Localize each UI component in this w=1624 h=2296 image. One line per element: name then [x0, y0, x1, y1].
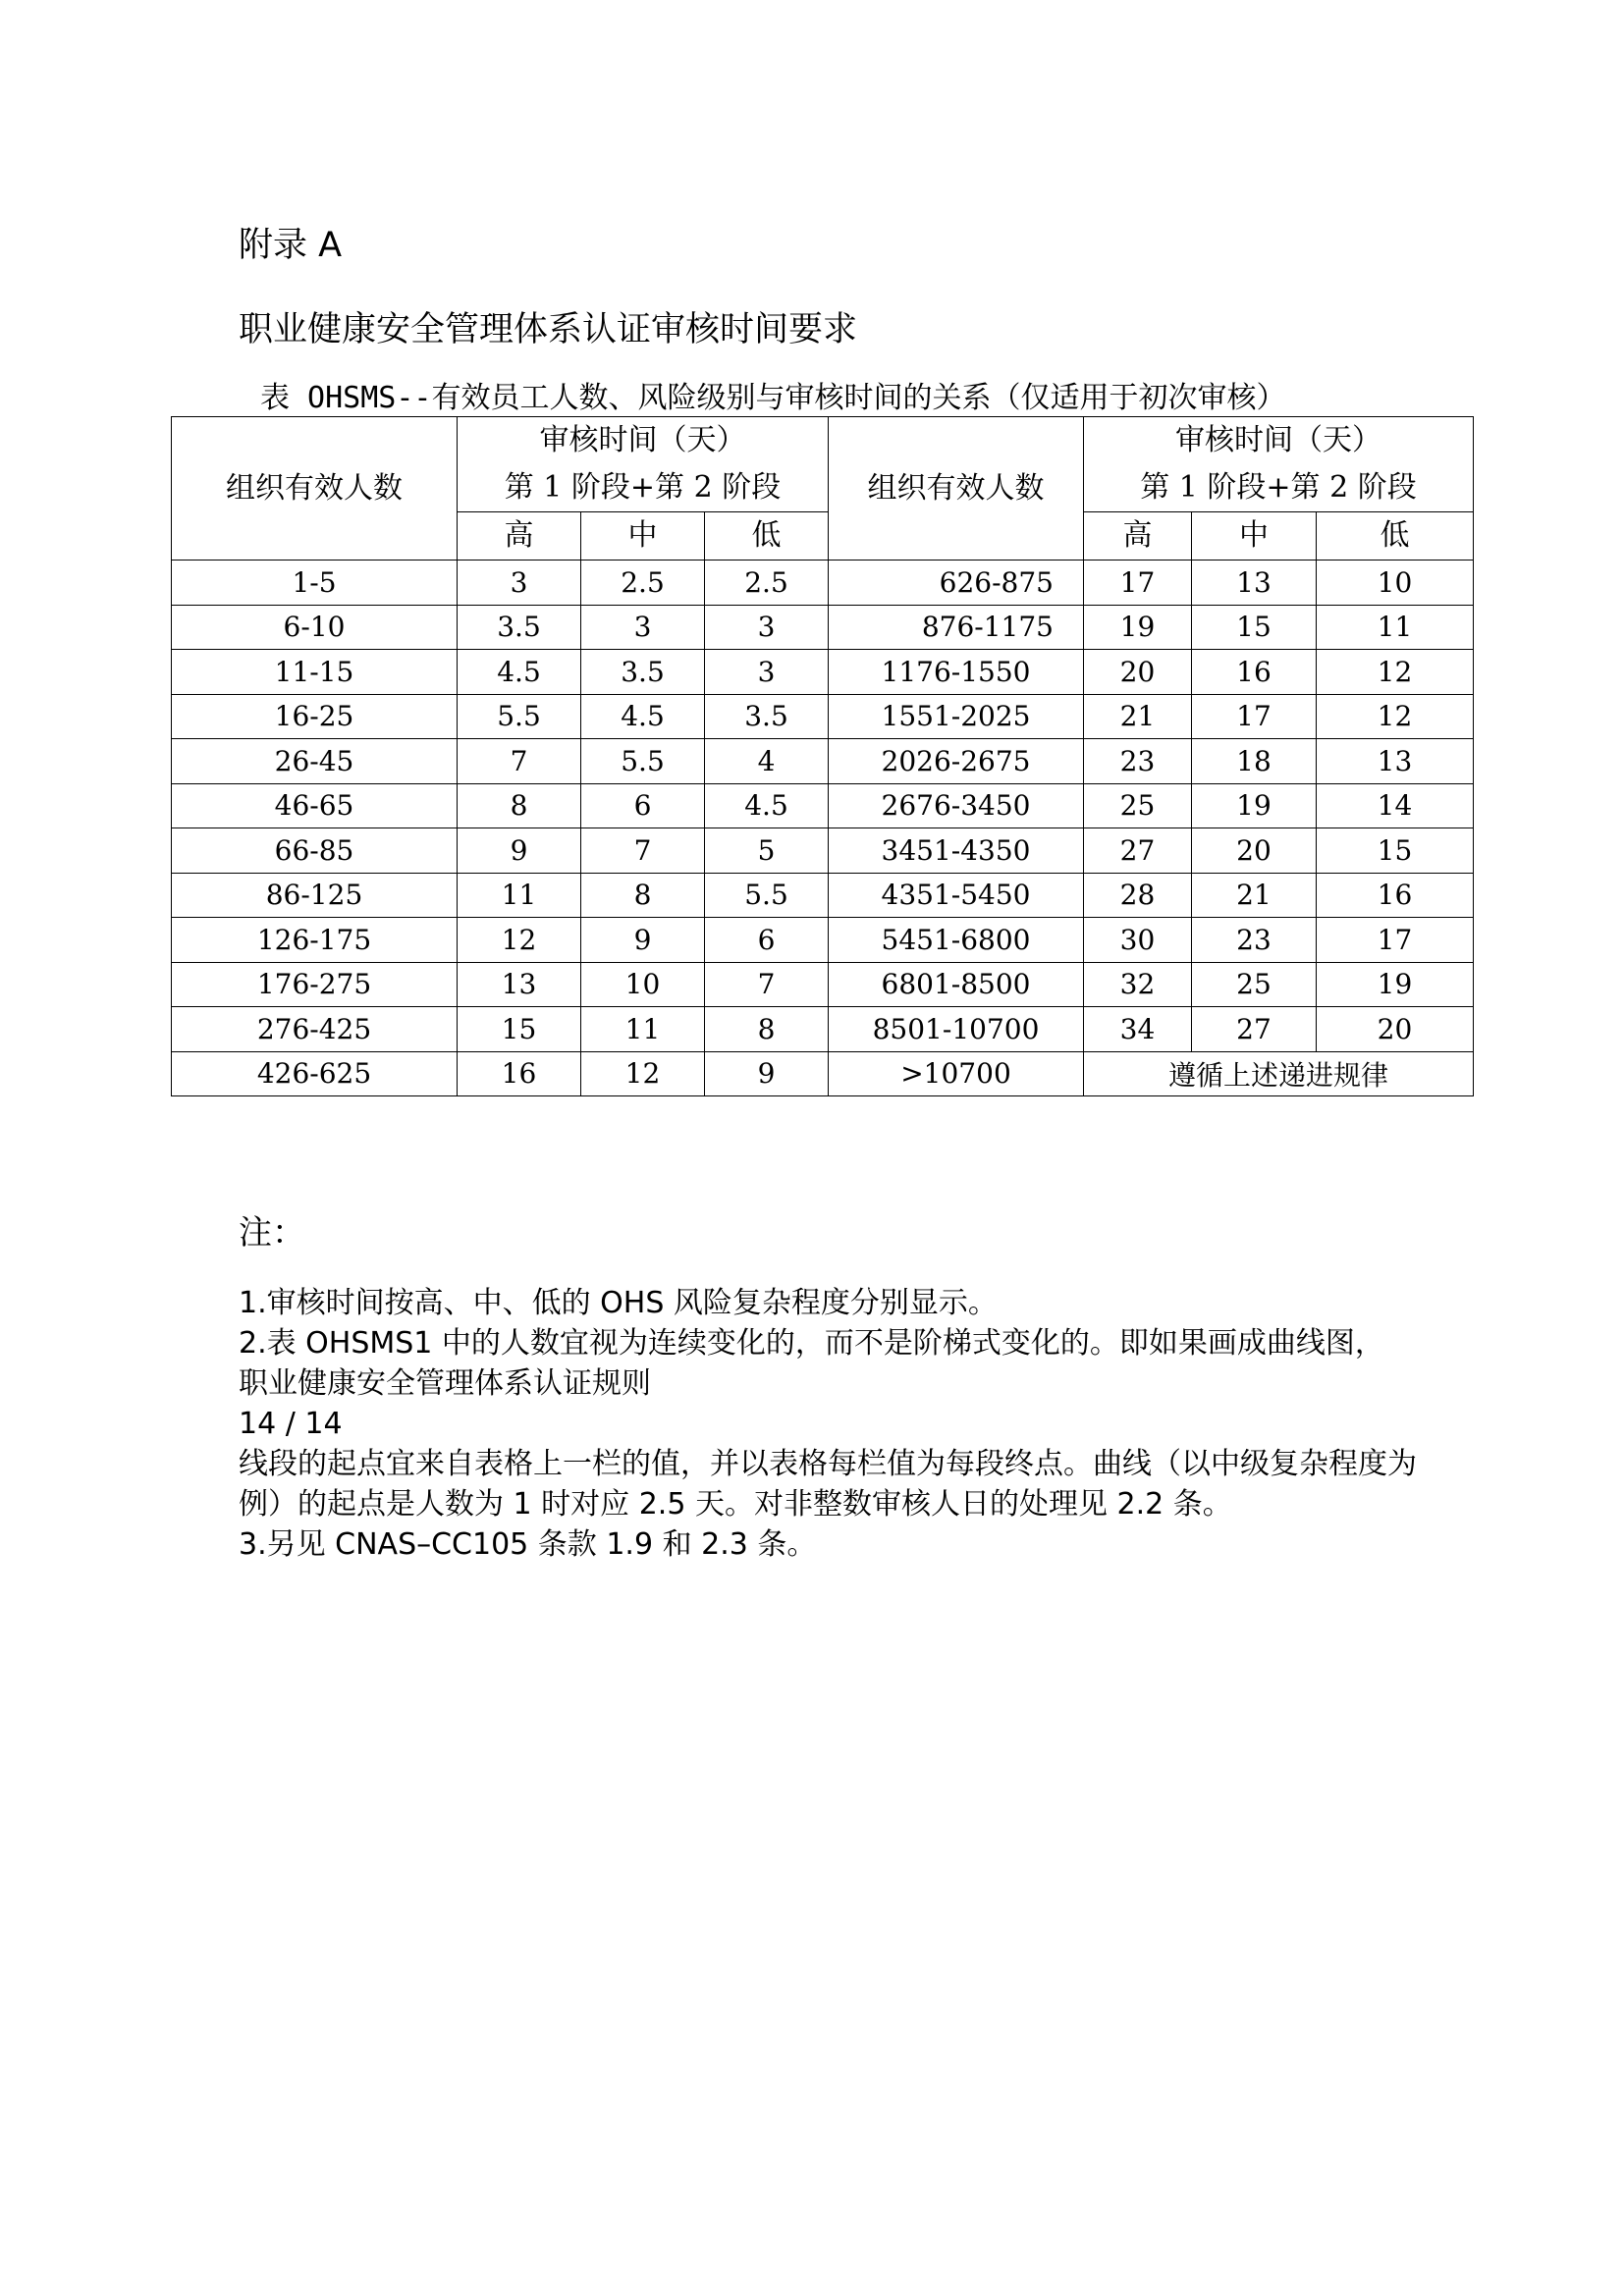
table-caption: 表 OHSMS--有效员工人数、风险级别与审核时间的关系（仅适用于初次审核） [260, 381, 1286, 415]
audit-days-cell: 15 [458, 1007, 581, 1052]
headcount-range-cell: 8501-10700 [829, 1007, 1084, 1052]
headcount-range-cell: 86-125 [172, 873, 458, 918]
audit-days-cell: 17 [1317, 918, 1474, 963]
audit-days-cell: 15 [1317, 828, 1474, 874]
audit-days-cell: 7 [581, 828, 705, 874]
header-time-subtitle: 第 1 阶段+第 2 阶段 [1140, 470, 1417, 505]
audit-days-cell: 8 [581, 873, 705, 918]
audit-days-cell: 15 [1192, 605, 1317, 650]
table-row [172, 918, 1474, 963]
audit-days-cell: 19 [1192, 783, 1317, 828]
table-row [172, 739, 1474, 784]
audit-days-cell: 16 [458, 1051, 581, 1096]
table-row [172, 605, 1474, 650]
header-time-title: 审核时间（天） [1175, 423, 1381, 457]
note-line: 线段的起点宜来自表格上一栏的值，并以表格每栏值为每段终点。曲线（以中级复杂程度为 [239, 1447, 1417, 1481]
table-row [172, 1051, 1474, 1096]
audit-days-cell: 12 [458, 918, 581, 963]
audit-days-cell: 3 [581, 605, 705, 650]
table-row [172, 873, 1474, 918]
header-time-subtitle: 第 1 阶段+第 2 阶段 [504, 470, 782, 505]
audit-days-cell: 5.5 [458, 694, 581, 739]
audit-days-cell: 3 [705, 650, 829, 695]
notes-section [239, 1213, 1417, 1565]
header-headcount-right: 组织有效人数 [829, 417, 1084, 561]
audit-days-cell: 5.5 [581, 739, 705, 784]
headcount-range-cell: 16-25 [172, 694, 458, 739]
audit-days-cell: 13 [1317, 739, 1474, 784]
headcount-range-cell: 5451-6800 [829, 918, 1084, 963]
header-mid: 中 [1192, 512, 1317, 561]
audit-days-cell: 7 [705, 962, 829, 1007]
audit-days-cell: 4.5 [458, 650, 581, 695]
audit-days-cell: 3 [705, 605, 829, 650]
audit-days-cell: 3.5 [458, 605, 581, 650]
headcount-range-cell: 2026-2675 [829, 739, 1084, 784]
headcount-range-cell: 46-65 [172, 783, 458, 828]
headcount-range-cell: 66-85 [172, 828, 458, 874]
table-row [172, 783, 1474, 828]
note-line: 2.表 OHSMS1 中的人数宜视为连续变化的，而不是阶梯式变化的。即如果画成曲线图， [239, 1326, 1384, 1361]
headcount-range-cell: 1551-2025 [829, 694, 1084, 739]
header-time-title: 审核时间（天） [539, 423, 746, 457]
audit-time-table [171, 416, 1474, 1096]
headcount-range-cell: 6-10 [172, 605, 458, 650]
audit-days-cell: 13 [458, 962, 581, 1007]
headcount-range-cell: 2676-3450 [829, 783, 1084, 828]
note-line: 例）的起点是人数为 1 时对应 2.5 天。对非整数审核人日的处理见 2.2 条。 [239, 1487, 1232, 1522]
header-low: 低 [1317, 512, 1474, 561]
notes-title: 注： [239, 1213, 305, 1253]
audit-days-cell: 17 [1192, 694, 1317, 739]
audit-days-cell: 25 [1192, 962, 1317, 1007]
audit-days-cell: 11 [1317, 605, 1474, 650]
headcount-range-cell: 3451-4350 [829, 828, 1084, 874]
audit-days-cell: 4 [705, 739, 829, 784]
audit-days-cell: 10 [1317, 561, 1474, 606]
notes-lines [239, 1283, 1417, 1565]
header-headcount-left: 组织有效人数 [172, 417, 458, 561]
note-line: 3.另见 CNAS–CC105 条款 1.9 和 2.3 条。 [239, 1527, 817, 1562]
headcount-range-cell: >10700 [829, 1051, 1084, 1096]
headcount-range-cell: 126-175 [172, 918, 458, 963]
audit-days-cell: 32 [1084, 962, 1192, 1007]
note-line: 14 / 14 [239, 1407, 343, 1441]
document-title: 职业健康安全管理体系认证审核时间要求 [239, 310, 858, 349]
header-audit-time-left [458, 417, 829, 512]
audit-days-cell: 14 [1317, 783, 1474, 828]
audit-days-cell: 21 [1192, 873, 1317, 918]
audit-days-cell: 20 [1317, 1007, 1474, 1052]
audit-days-cell: 21 [1084, 694, 1192, 739]
audit-days-cell: 6 [581, 783, 705, 828]
header-mid: 中 [581, 512, 705, 561]
audit-days-cell: 16 [1317, 873, 1474, 918]
appendix-label: 附录 A [239, 226, 343, 265]
headcount-range-cell: 876-1175 [829, 605, 1084, 650]
headcount-range-cell: 26-45 [172, 739, 458, 784]
audit-days-cell: 8 [705, 1007, 829, 1052]
audit-days-cell: 23 [1192, 918, 1317, 963]
table-row [172, 694, 1474, 739]
audit-days-cell: 28 [1084, 873, 1192, 918]
audit-days-cell: 2.5 [581, 561, 705, 606]
progression-note-cell: 遵循上述递进规律 [1084, 1051, 1474, 1096]
audit-days-cell: 11 [458, 873, 581, 918]
audit-days-cell: 27 [1192, 1007, 1317, 1052]
audit-days-cell: 25 [1084, 783, 1192, 828]
headcount-range-cell: 176-275 [172, 962, 458, 1007]
audit-days-cell: 17 [1084, 561, 1192, 606]
audit-days-cell: 3 [458, 561, 581, 606]
table-row [172, 962, 1474, 1007]
audit-days-cell: 30 [1084, 918, 1192, 963]
audit-days-cell: 19 [1084, 605, 1192, 650]
note-line: 职业健康安全管理体系认证规则 [239, 1366, 651, 1401]
table-row [172, 650, 1474, 695]
audit-days-cell: 8 [458, 783, 581, 828]
audit-days-cell: 10 [581, 962, 705, 1007]
table-row [172, 561, 1474, 606]
audit-days-cell: 9 [458, 828, 581, 874]
headcount-range-cell: 626-875 [829, 561, 1084, 606]
headcount-range-cell: 4351-5450 [829, 873, 1084, 918]
audit-days-cell: 20 [1084, 650, 1192, 695]
table-row [172, 1007, 1474, 1052]
audit-days-cell: 12 [581, 1051, 705, 1096]
audit-days-cell: 5.5 [705, 873, 829, 918]
audit-days-cell: 2.5 [705, 561, 829, 606]
audit-days-cell: 27 [1084, 828, 1192, 874]
audit-days-cell: 9 [581, 918, 705, 963]
audit-days-cell: 3.5 [705, 694, 829, 739]
audit-days-cell: 5 [705, 828, 829, 874]
audit-days-cell: 13 [1192, 561, 1317, 606]
table-row [172, 828, 1474, 874]
header-low: 低 [705, 512, 829, 561]
headcount-range-cell: 6801-8500 [829, 962, 1084, 1007]
audit-days-cell: 3.5 [581, 650, 705, 695]
audit-days-cell: 34 [1084, 1007, 1192, 1052]
headcount-range-cell: 276-425 [172, 1007, 458, 1052]
audit-days-cell: 20 [1192, 828, 1317, 874]
audit-days-cell: 19 [1317, 962, 1474, 1007]
audit-days-cell: 9 [705, 1051, 829, 1096]
audit-days-cell: 4.5 [581, 694, 705, 739]
audit-days-cell: 4.5 [705, 783, 829, 828]
note-line: 1.审核时间按高、中、低的 OHS 风险复杂程度分别显示。 [239, 1286, 998, 1320]
audit-days-cell: 18 [1192, 739, 1317, 784]
audit-days-cell: 7 [458, 739, 581, 784]
audit-days-cell: 11 [581, 1007, 705, 1052]
headcount-range-cell: 1176-1550 [829, 650, 1084, 695]
header-high: 高 [1084, 512, 1192, 561]
audit-days-cell: 23 [1084, 739, 1192, 784]
audit-days-cell: 6 [705, 918, 829, 963]
headcount-range-cell: 426-625 [172, 1051, 458, 1096]
headcount-range-cell: 1-5 [172, 561, 458, 606]
header-audit-time-right [1084, 417, 1474, 512]
audit-days-cell: 12 [1317, 694, 1474, 739]
audit-days-cell: 12 [1317, 650, 1474, 695]
header-high: 高 [458, 512, 581, 561]
headcount-range-cell: 11-15 [172, 650, 458, 695]
audit-days-cell: 16 [1192, 650, 1317, 695]
